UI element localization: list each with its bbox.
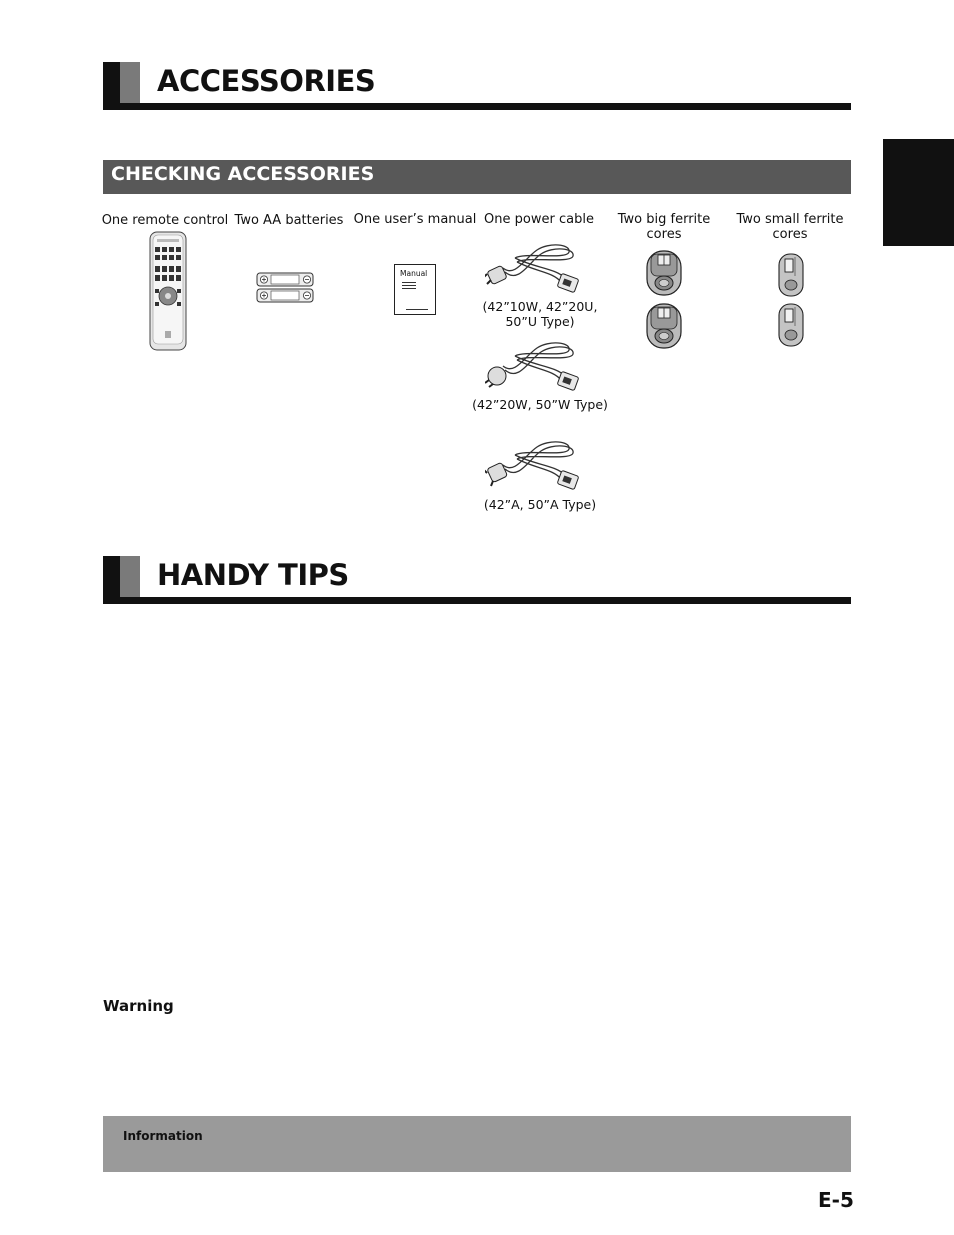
title-marker-dark bbox=[103, 556, 120, 600]
language-side-tab bbox=[883, 139, 954, 246]
handy-tips-title-rule bbox=[103, 597, 851, 604]
manual-cover-text: Manual bbox=[400, 269, 428, 278]
small-ferrite-core-icon bbox=[777, 252, 805, 298]
page-number: E-5 bbox=[818, 1188, 854, 1212]
aa-batteries-icon bbox=[256, 272, 314, 305]
power-cable-au-icon bbox=[485, 435, 583, 491]
users-manual-icon bbox=[394, 264, 436, 315]
power-cable-us-icon bbox=[485, 238, 583, 294]
information-heading: Information bbox=[123, 1129, 203, 1143]
manual-label: One user’s manual bbox=[353, 212, 477, 227]
small-ferrite-core-icon bbox=[777, 302, 805, 348]
power-cable-label: One power cable bbox=[484, 212, 594, 227]
power-cable-caption-3: (42”A, 50”A Type) bbox=[483, 497, 597, 512]
information-box bbox=[103, 1116, 851, 1172]
power-cable-eu-icon bbox=[485, 336, 583, 392]
power-cable-caption-1: (42”10W, 42”20U, 50”U Type) bbox=[482, 299, 598, 329]
checking-accessories-heading: CHECKING ACCESSORIES bbox=[103, 160, 851, 194]
title-marker-dark bbox=[103, 62, 120, 106]
big-ferrite-core-icon bbox=[645, 249, 683, 297]
title-marker-gray bbox=[120, 556, 140, 600]
small-ferrite-label: Two small ferrite cores bbox=[736, 212, 844, 242]
warning-heading: Warning bbox=[103, 997, 174, 1015]
power-cable-caption-2: (42”20W, 50”W Type) bbox=[472, 397, 608, 412]
title-marker-gray bbox=[120, 62, 140, 106]
batteries-label: Two AA batteries bbox=[234, 213, 344, 228]
remote-control-icon bbox=[148, 231, 188, 352]
accessories-title: ACCESSORIES bbox=[157, 64, 376, 98]
handy-tips-title: HANDY TIPS bbox=[157, 558, 349, 592]
big-ferrite-label: Two big ferrite cores bbox=[617, 212, 711, 242]
big-ferrite-core-icon bbox=[645, 302, 683, 350]
remote-control-label: One remote control bbox=[101, 213, 229, 228]
accessories-title-rule bbox=[103, 103, 851, 110]
